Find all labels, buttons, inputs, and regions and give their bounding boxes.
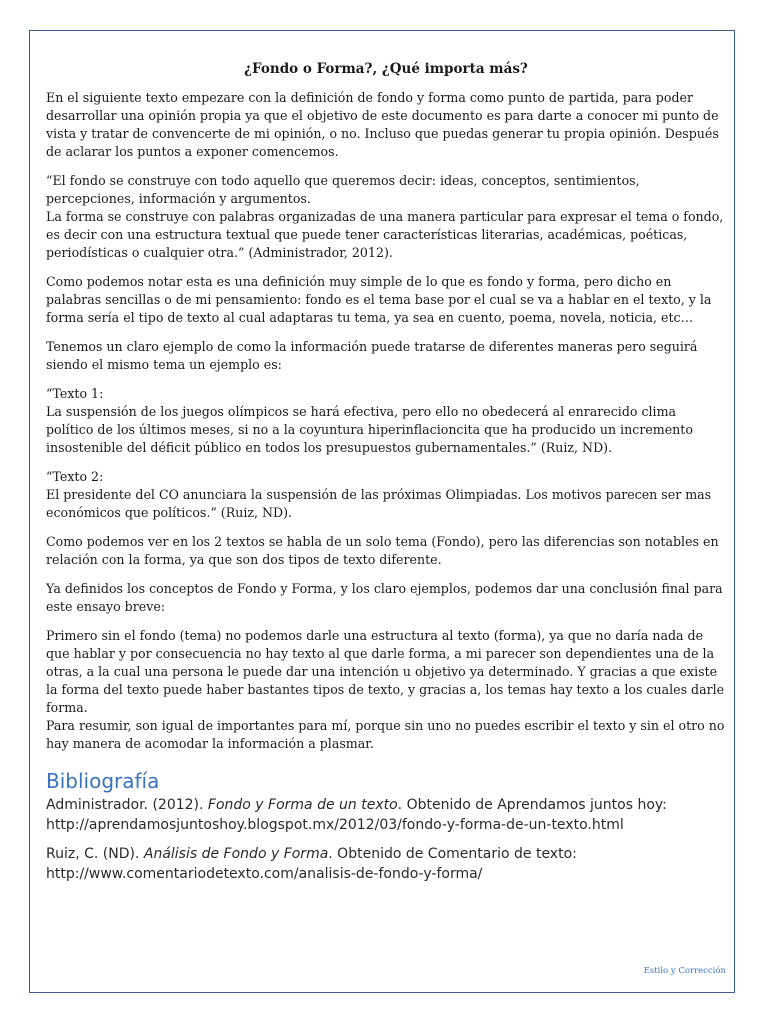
paragraph-conclusion-intro [46, 580, 726, 616]
paragraph-explanation [46, 273, 726, 327]
paragraph-line: Como podemos ver en los 2 textos se habla de un solo tema (Fondo), pero las diferencias son notables en relación con la forma, ya que son dos tipos de texto diferente. [46, 534, 719, 567]
paragraph-line: Para resumir, son igual de importantes para mí, porque sin uno no puedes escribir el texto y sin el otro no hay manera de acomodar la información a plasmar. [46, 718, 725, 751]
paragraph-line: Como podemos notar esta es una definición muy simple de lo que es fondo y forma, pero dicho en palabras sencillas o de mi pensamiento: fondo es el tema base por el cual se va a hablar en el texto, y la forma sería el tipo de texto al cual adaptaras tu tema, ya sea en cuento, poema, novela, noticia, etc… [46, 274, 712, 325]
paragraph-example-intro [46, 338, 726, 374]
bib-work-title: Análisis de Fondo y Forma [143, 846, 329, 862]
document-body [46, 60, 726, 893]
paragraph-line: El presidente del CO anunciara la suspensión de las próximas Olimpiadas. Los motivos parecen ser mas económicos que políticos.” (Ruiz, ND). [46, 487, 712, 520]
paragraph-line: “Texto 2: [46, 469, 104, 484]
bib-author: Administrador. (2012). [46, 797, 208, 813]
paragraph-line: Ya definidos los conceptos de Fondo y Forma, y los claro ejemplos, podemos dar una conclusión final para este ensayo breve: [46, 581, 723, 614]
paragraph-definition-quote [46, 172, 726, 262]
footer-label: Estilo y Corrección [643, 966, 726, 976]
paragraph-line: Tenemos un claro ejemplo de como la información puede tratarse de diferentes maneras pero seguirá siendo el mismo tema un ejemplo es: [46, 339, 698, 372]
bib-work-title: Fondo y Forma de un texto [207, 797, 398, 813]
bib-url: http://aprendamosjuntoshoy.blogspot.mx/2012/03/fondo-y-forma-de-un-texto.html [46, 817, 624, 833]
paragraph-line: Primero sin el fondo (tema) no podemos darle una estructura al texto (forma), ya que no daría nada de que hablar y por consecuencia no hay texto al que darle forma, a mi parecer son dependientes una de la otras, a la cual una persona le puede dar una intención u objetivo ya determinado. Y gracias a que existe la forma del texto puede haber bastantes tipos de texto, y gracias a, los temas hay texto a los cuales darle forma. [46, 628, 725, 715]
paragraph-line: “Texto 1: [46, 386, 104, 401]
paragraph-texto-1 [46, 385, 726, 457]
bibliography-entry [46, 795, 726, 835]
paragraph-line: La suspensión de los juegos olímpicos se hará efectiva, pero ello no obedecerá al enrarecido clima político de los últimos meses, si no a la coyuntura hiperinflacioncita que ha producido un incremento insostenible del déficit público en todos los presupuestos gubernamentales.” (Ruiz, ND). [46, 404, 693, 455]
paragraph-comparison [46, 533, 726, 569]
bib-url: http://www.comentariodetexto.com/analisis-de-fondo-y-forma/ [46, 866, 483, 882]
paragraph-intro [46, 89, 726, 161]
paragraph-line: La forma se construye con palabras organizadas de una manera particular para expresar el tema o fondo, es decir con una estructura textual que puede tener características literarias, académicas, poéticas, periodísticas o cualquier otra.” (Administrador, 2012). [46, 209, 724, 260]
bibliography-entry [46, 844, 726, 884]
paragraph-conclusion [46, 627, 726, 753]
document-title: ¿Fondo o Forma?, ¿Qué importa más? [244, 61, 528, 77]
bib-source: . Obtenido de Comentario de texto: [328, 846, 577, 862]
bib-source: . Obtenido de Aprendamos juntos hoy: [397, 797, 667, 813]
bibliography-heading: Bibliografía [46, 769, 160, 793]
paragraph-line: “El fondo se construye con todo aquello que queremos decir: ideas, conceptos, sentimientos, percepciones, información y argumentos. [46, 173, 640, 206]
paragraph-line: En el siguiente texto empezare con la definición de fondo y forma como punto de partida, para poder desarrollar una opinión propia ya que el objetivo de este documento es para darte a conocer mi punto de vista y tratar de convencerte de mi opinión, o no. Incluso que puedas generar tu propia opinión. Después de aclarar los puntos a exponer comencemos. [46, 90, 719, 159]
bib-author: Ruiz, C. (ND). [46, 846, 144, 862]
paragraph-texto-2 [46, 468, 726, 522]
